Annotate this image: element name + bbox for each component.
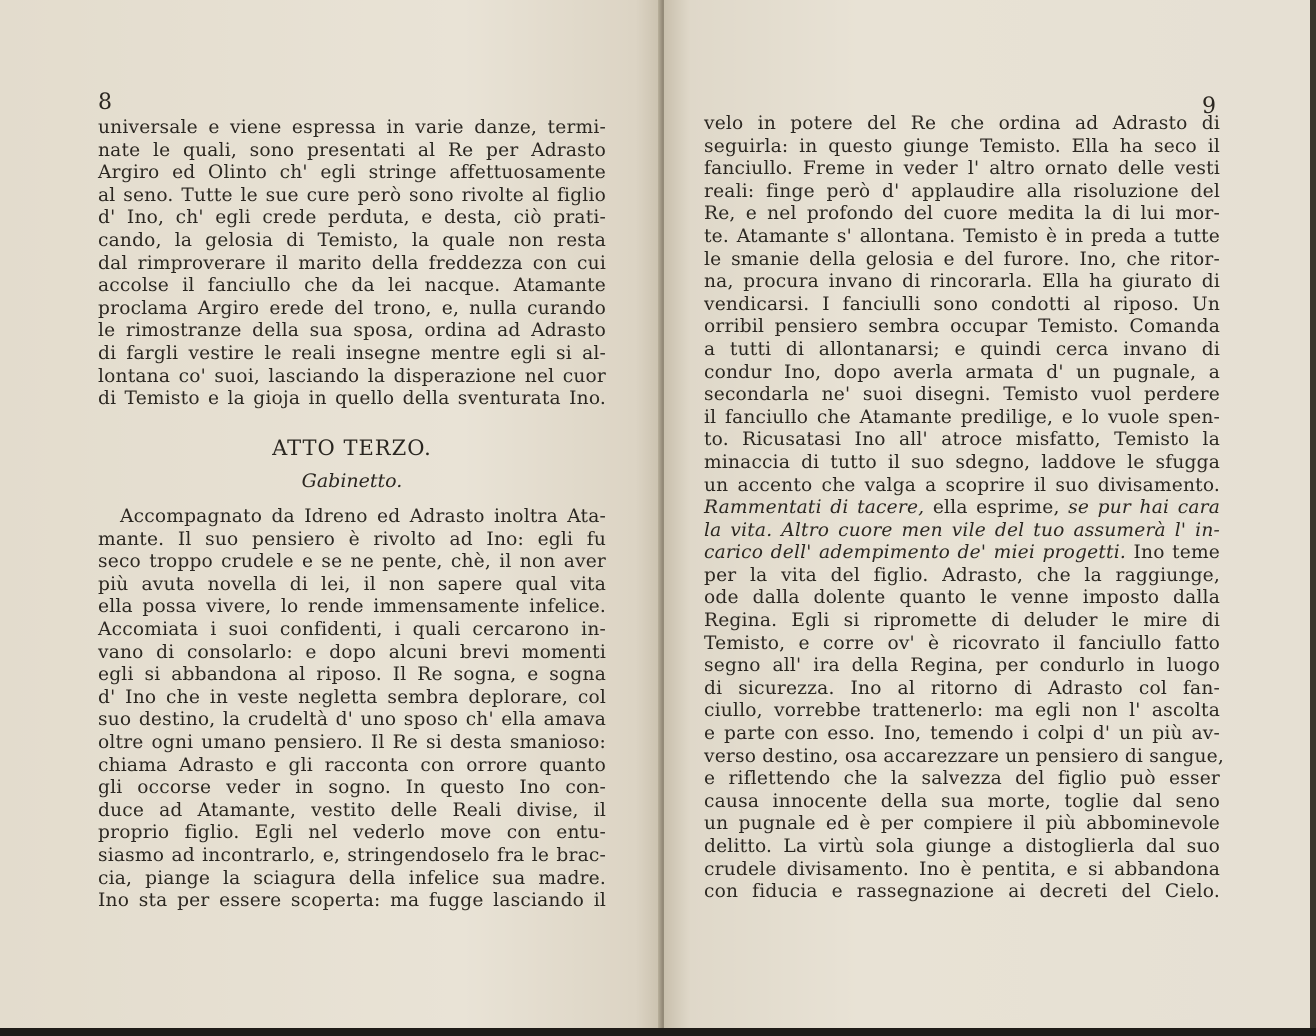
text-line: Temisto, e corre ov' è ricovrato il fanciullo fatto — [704, 632, 1220, 654]
text-line: le smanie della gelosia e del furore. Ino, che ritor- — [704, 248, 1220, 270]
text-line: na, procura invano di rincorarla. Ella ha giurato di — [704, 271, 1220, 293]
text-line: più avuta novella di lei, il non sapere qual vita — [98, 573, 606, 595]
text-line: vendicarsi. I fanciulli sono condotti al riposo. Un — [704, 293, 1220, 315]
text-line: a tutti di allontanarsi; e quindi cerca invano di — [704, 338, 1220, 360]
text-line: segno all' ira della Regina, per condurlo in luogo — [704, 655, 1220, 677]
text-line: un pugnale ed è per compiere il più abbominevole — [704, 813, 1220, 835]
scene-subheading: Gabinetto. — [301, 470, 403, 492]
inline-text: Ino teme — [1125, 542, 1221, 564]
text-line: minaccia di tutto il suo sdegno, laddove le sfugga — [704, 451, 1220, 473]
text-line: crudele divisamento. Ino è pentita, e si abbandona — [704, 858, 1220, 880]
text-line: e riflettendo che la salvezza del figlio può esser — [704, 768, 1220, 790]
italic-quote: carico dell' adempimento de' miei progetti. — [704, 542, 1126, 564]
text-line: ciullo, vorrebbe trattenerlo: ma egli non l' ascolta — [704, 700, 1220, 722]
text-line: proprio figlio. Egli nel vederlo move con entu- — [98, 822, 606, 844]
text-line: verso destino, osa accarezzare un pensiero di sangue, — [704, 745, 1224, 767]
text-line: e parte con esso. Ino, temendo i colpi d' un più av- — [704, 723, 1220, 745]
background-strip — [0, 1028, 1316, 1036]
text-line: proclama Argiro erede del trono, e, nulla curando — [98, 297, 606, 319]
text-line: Re, e nel profondo del cuore medita la di lui mor- — [704, 203, 1220, 225]
quote-line-1 — [704, 497, 1220, 520]
text-line: dal rimproverare il marito della freddezza con cui — [98, 252, 606, 274]
text-line: oltre ogni umano pensiero. Il Re si desta smanioso: — [98, 731, 606, 753]
italic-quote: se pur hai cara — [1068, 497, 1220, 519]
text-line: universale e viene espressa in varie danze, termi- — [98, 117, 606, 138]
text-line: suo destino, la crudeltà d' uno sposo ch' ella amava — [98, 709, 606, 731]
text-line: per la vita del figlio. Adrasto, che la raggiunge, — [704, 564, 1220, 586]
text-line: Accomiata i suoi confidenti, i quali cercarono in- — [98, 618, 606, 640]
text-line: siasmo ad incontrarlo, e, stringendoselo fra le brac- — [98, 844, 606, 866]
text-line: seco troppo crudele e se ne pente, chè, il non aver — [98, 551, 606, 573]
text-line: il fanciullo che Atamante predilige, e lo vuole spen- — [704, 406, 1220, 428]
text-line: vano di consolarlo: e dopo alcuni brevi momenti — [98, 641, 606, 663]
page-number-right: 9 — [1202, 94, 1216, 119]
text-line: ode dalla dolente quanto le venne imposto dalla — [704, 587, 1220, 609]
quote-line-3 — [704, 542, 1220, 565]
text-line: d' Ino, ch' egli crede perduta, e desta, ciò prati- — [98, 207, 606, 229]
text-line: un accento che valga a scoprire il suo divisamento. — [704, 474, 1220, 496]
text-line: velo in potere del Re che ordina ad Adrasto di — [704, 113, 1220, 134]
page-number-left: 8 — [98, 90, 112, 115]
text-line: fanciullo. Freme in veder l' altro ornato delle vesti — [704, 158, 1220, 180]
text-line: seguirla: in questo giunge Temisto. Ella ha seco il — [704, 135, 1220, 157]
text-line: d' Ino che in veste negletta sembra deplorare, col — [98, 686, 606, 708]
text-line: chiama Adrasto e gli racconta con orrore quanto — [98, 754, 606, 776]
italic-quote: la vita. Altro cuore men vile del tuo assumerà l' in- — [704, 519, 1220, 541]
left-paragraph-1 — [98, 117, 606, 411]
text-line: Regina. Egli si ripromette di deluder le mire di — [704, 610, 1220, 632]
quote-line-2 — [704, 520, 1220, 543]
right-page — [664, 0, 1316, 1030]
text-line: mante. Il suo pensiero è rivolto ad Ino: egli fu — [98, 528, 606, 550]
text-line: accolse il fanciullo che da lei nacque. Atamante — [98, 275, 606, 297]
inline-text: ella esprime, — [924, 497, 1069, 519]
text-line: condur Ino, dopo averla armata d' un pugnale, a — [704, 361, 1220, 383]
right-paragraph — [704, 113, 1224, 904]
text-line: ella possa vivere, lo rende immensamente infelice. — [98, 596, 606, 618]
text-line: lontana co' suoi, lasciando la disperazione nel cuor — [98, 365, 606, 387]
text-line: con fiducia e rassegnazione ai decreti del Cielo. — [704, 881, 1220, 903]
text-line: cando, la gelosia di Temisto, la quale non resta — [98, 229, 606, 251]
text-line: di fargli vestire le reali insegne mentre egli si al- — [98, 342, 606, 364]
act-heading: ATTO TERZO. — [272, 436, 432, 460]
text-line: duce ad Atamante, vestito delle Reali divise, il — [98, 799, 606, 821]
text-line: egli si abbandona al riposo. Il Re sogna, e sogna — [98, 664, 606, 686]
text-line: nate le quali, sono presentati al Re per Adrasto — [98, 139, 606, 161]
text-line: gli occorse veder in sogno. In questo Ino con- — [98, 777, 606, 799]
text-line: al seno. Tutte le sue cure però sono rivolte al figlio — [98, 184, 606, 206]
text-line: di sicurezza. Ino al ritorno di Adrasto col fan- — [704, 677, 1220, 699]
text-line: orribil pensiero sembra occupar Temisto. Comanda — [704, 316, 1220, 338]
text-line: le rimostranze della sua sposa, ordina ad Adrasto — [98, 320, 606, 342]
italic-quote: Rammentati di tacere, — [704, 497, 925, 519]
text-line: Ino sta per essere scoperta: ma fugge lasciando il — [98, 890, 606, 912]
text-line: cia, piange la sciagura della infelice sua madre. — [98, 867, 606, 889]
text-line: di Temisto e la gioja in quello della sventurata Ino. — [98, 388, 606, 410]
text-line: te. Atamante s' allontana. Temisto è in preda a tutte — [704, 225, 1220, 247]
text-line: reali: finge però d' applaudire alla risoluzione del — [704, 180, 1220, 202]
text-line: Argiro ed Olinto ch' egli stringe affettuosamente — [98, 162, 606, 184]
text-line: delitto. La virtù sola giunge a distoglierla dal suo — [704, 836, 1220, 857]
text-line: Accompagnato da Idreno ed Adrasto inoltra Ata- — [120, 506, 606, 527]
text-line: secondarla ne' suoi disegni. Temisto vuol perdere — [704, 384, 1220, 406]
text-line: causa innocente della sua morte, toglie dal seno — [704, 790, 1220, 812]
left-paragraph-2 — [98, 506, 606, 913]
text-line: to. Ricusatasi Ino all' atroce misfatto, Temisto la — [704, 429, 1220, 451]
background-edge — [1310, 0, 1316, 1036]
